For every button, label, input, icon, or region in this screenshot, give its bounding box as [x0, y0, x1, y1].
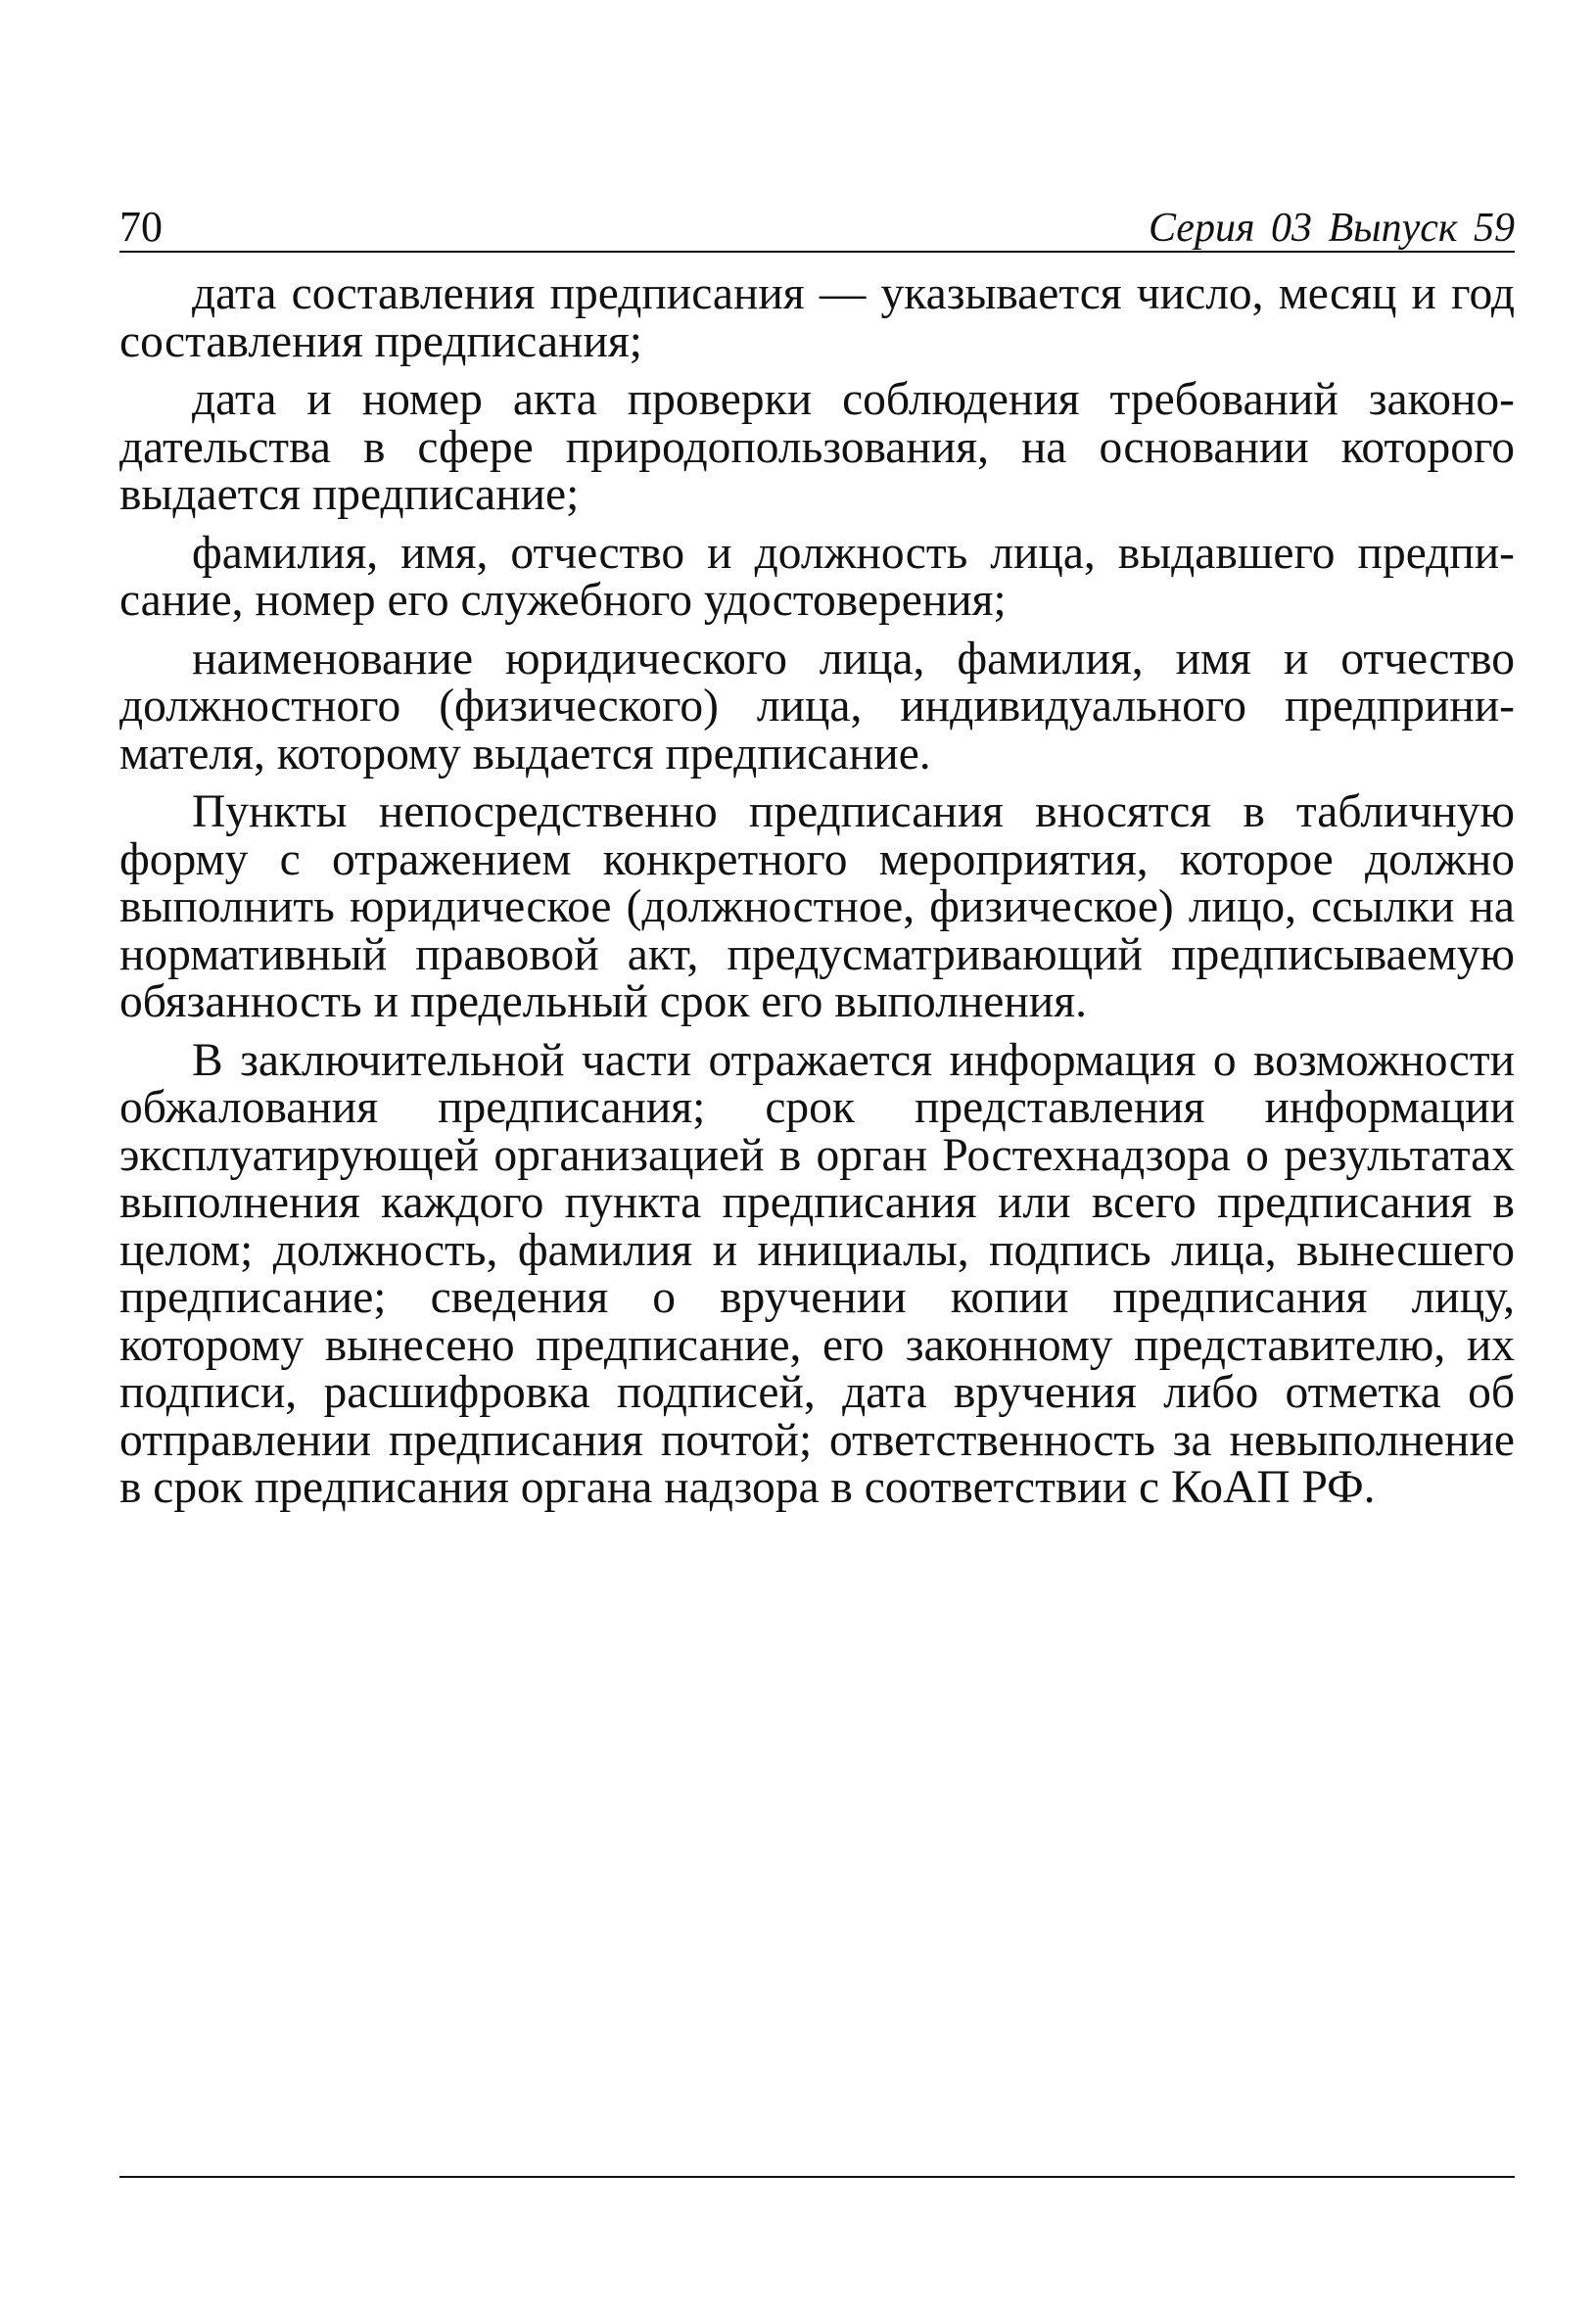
body-text	[119, 270, 1515, 1523]
paragraph-4: наименование юридического лица, фамилия, имя и отчество должностного (физического) лица, индивидуального предпринимателя, которому выдается предписание.	[119, 633, 1515, 779]
paragraph-2: дата и номер акта проверки соблюдения требований законодательства в сфере природопользования, на основании которого выдается предписание;	[119, 374, 1515, 520]
page-number: 70	[119, 203, 163, 251]
paragraph-5: Пункты непосредственно предписания вносятся в табличную форму с отражением конкретного мероприятия, которое должно выполнить юридическое (должностное, физическое) лицо, ссылки на нормативный правовой акт, предусматривающий предписываемую обязанность и предельный срок его выполнения.	[119, 786, 1515, 1027]
footer-rule	[119, 2176, 1515, 2178]
running-title: Серия 03 Выпуск 59	[1149, 206, 1515, 251]
paragraph-3: фамилия, имя, отчество и должность лица, выдавшего предписание, номер его служебного удостоверения;	[119, 527, 1515, 626]
paragraph-1: дата составления предписания — указывается число, месяц и год составления предписания;	[119, 268, 1515, 367]
page-header	[119, 192, 1515, 253]
paragraph-6: В заключительной части отражается информация о возможности обжалования предписания; срок представления информации эксплуатирующей организацией в орган Ростехнадзора о результатах выполнения каждого пункта предписания или всего предписания в целом; должность, фамилия и инициалы, подпись лица, вынесшего предписание; сведения о вручении копии предписания лицу, которому вынесено предписание, его законному представителю, их подписи, расшифровка подписей, дата вручения либо отметка об отправлении предписания почтой; ответственность за невыполнение в срок предписания органа надзора в соответствии с КоАП РФ.	[119, 1034, 1515, 1513]
